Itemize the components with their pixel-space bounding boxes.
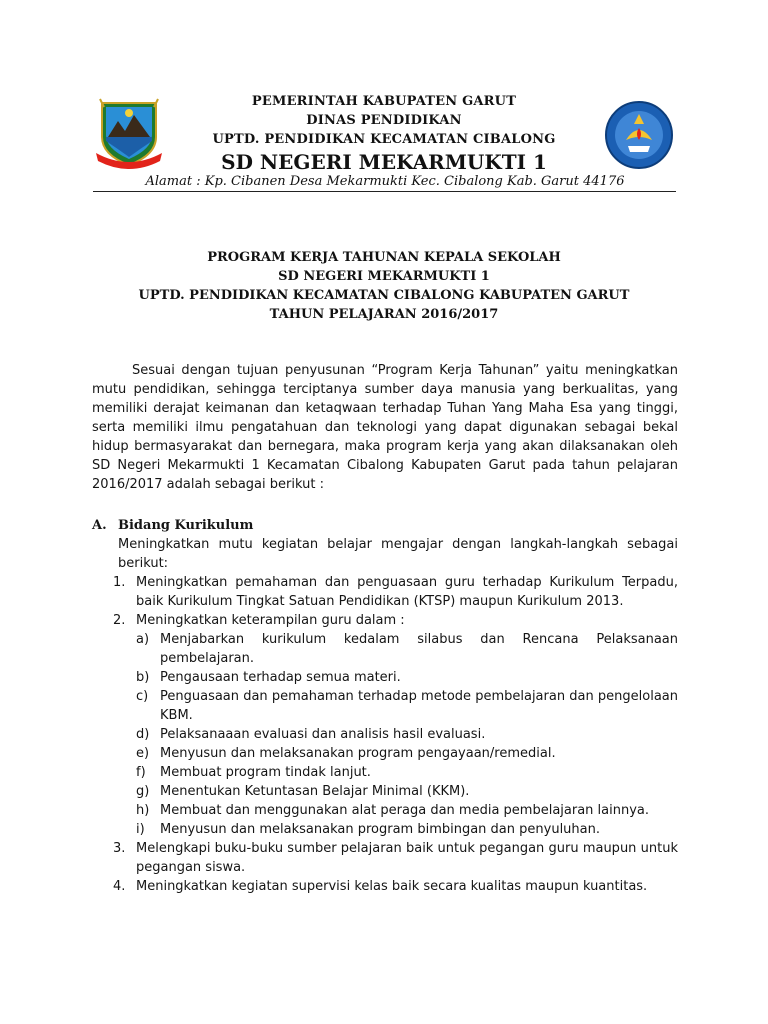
list-number: 1.: [113, 575, 126, 590]
sub-list: [136, 630, 678, 839]
sub-item-text: Pengausaan terhadap semua materi.: [160, 670, 401, 685]
letterhead-address: Alamat : Kp. Cibanen Desa Mekarmukti Kec. Cibalong Kab. Garut 44176: [145, 174, 625, 189]
sub-item-text: Menyusun dan melaksanakan program bimbingan dan penyuluhan.: [160, 822, 600, 837]
sub-letter: c): [136, 689, 149, 704]
numbered-list: [92, 573, 678, 896]
sub-letter: i): [136, 822, 145, 837]
sub-letter: a): [136, 632, 150, 647]
section-title: Bidang Kurikulum: [118, 518, 254, 533]
list-item: [92, 573, 678, 611]
tut-wuri-handayani-icon: [604, 100, 674, 170]
list-number: 4.: [113, 879, 126, 894]
list-item-text: Meningkatkan pemahaman dan penguasaan guru terhadap Kurikulum Terpadu, baik Kurikulum Tingkat Satuan Pendidikan (KTSP) maupun Kurikulum 2013.: [136, 575, 678, 609]
sub-list-item: [136, 630, 678, 668]
list-number: 2.: [113, 613, 126, 628]
sub-list-item: [136, 668, 678, 687]
section-intro: Meningkatkan mutu kegiatan belajar mengajar dengan langkah-langkah sebagai berikut:: [118, 537, 678, 571]
sub-item-text: Penguasaan dan pemahaman terhadap metode pembelajaran dan pengelolaan KBM.: [160, 689, 678, 723]
intro-text: Sesuai dengan tujuan penyusunan “Program Kerja Tahunan” yaitu meningkatkan mutu pendidikan, sehingga terciptanya sumber daya manusia yang berkualitas, yang memiliki derajat keimanan dan ketaqwaan terhadap Tuhan Yang Maha Esa yang tinggi, serta memiliki ilmu pengatahuan dan teknologi yang dapat digunakan sebagai bekal hidup bermasyarakat dan bernegara, maka program kerja yang akan dilaksanakan oleh SD Negeri Mekarmukti 1 Kecamatan Cibalong Kabupaten Garut pada tahun pelajaran 2016/2017 adalah sebagai berikut :: [92, 363, 678, 492]
title-line-4: TAHUN PELAJARAN 2016/2017: [269, 307, 499, 322]
sub-item-text: Menentukan Ketuntasan Belajar Minimal (KKM).: [160, 784, 470, 799]
sub-list-item: [136, 744, 678, 763]
sub-item-text: Membuat dan menggunakan alat peraga dan media pembelajaran lainnya.: [160, 803, 650, 818]
sub-letter: g): [136, 784, 150, 799]
sub-letter: h): [136, 803, 150, 818]
sub-letter: b): [136, 670, 150, 685]
title-line-2: SD NEGERI MEKARMUKTI 1: [278, 269, 490, 284]
section-label: A.: [92, 518, 107, 533]
letterhead-school-name: SD NEGERI MEKARMUKTI 1: [221, 150, 547, 174]
list-item: [92, 877, 678, 896]
sub-list-item: [136, 801, 678, 820]
sub-list-item: [136, 820, 678, 839]
sub-letter: e): [136, 746, 150, 761]
letterhead-department: DINAS PENDIDIKAN: [306, 113, 462, 128]
list-item: [92, 611, 678, 839]
sub-list-item: [136, 725, 678, 744]
garut-regency-crest-icon: [94, 97, 164, 169]
intro-paragraph: [92, 361, 678, 494]
sub-list-item: [136, 782, 678, 801]
sub-list-item: [136, 687, 678, 725]
list-number: 3.: [113, 841, 126, 856]
sub-item-text: Menjabarkan kurikulum kedalam silabus dan Rencana Pelaksanaan pembelajaran.: [160, 632, 678, 666]
sub-list-item: [136, 763, 678, 782]
letterhead-uptd: UPTD. PENDIDIKAN KECAMATAN CIBALONG: [212, 132, 556, 147]
list-item-text: Meningkatkan keterampilan guru dalam :: [136, 613, 405, 628]
sub-letter: f): [136, 765, 146, 780]
document-title: [92, 248, 676, 324]
sub-letter: d): [136, 727, 150, 742]
sub-item-text: Menyusun dan melaksanakan program pengayaan/remedial.: [160, 746, 556, 761]
section-heading: [92, 516, 678, 535]
sub-item-text: Membuat program tindak lanjut.: [160, 765, 371, 780]
letterhead-divider: [93, 191, 676, 192]
list-item: [92, 839, 678, 877]
section-kurikulum: [92, 516, 678, 896]
title-line-1: PROGRAM KERJA TAHUNAN KEPALA SEKOLAH: [207, 250, 561, 265]
list-item-text: Melengkapi buku-buku sumber pelajaran baik untuk pegangan guru maupun untuk pegangan siswa.: [136, 841, 678, 875]
letterhead-government: PEMERINTAH KABUPATEN GARUT: [251, 94, 517, 109]
sub-item-text: Pelaksanaaan evaluasi dan analisis hasil evaluasi.: [160, 727, 486, 742]
list-item-text: Meningkatkan kegiatan supervisi kelas baik secara kualitas maupun kuantitas.: [136, 879, 648, 894]
title-line-3: UPTD. PENDIDIKAN KECAMATAN CIBALONG KABUPATEN GARUT: [138, 288, 630, 303]
